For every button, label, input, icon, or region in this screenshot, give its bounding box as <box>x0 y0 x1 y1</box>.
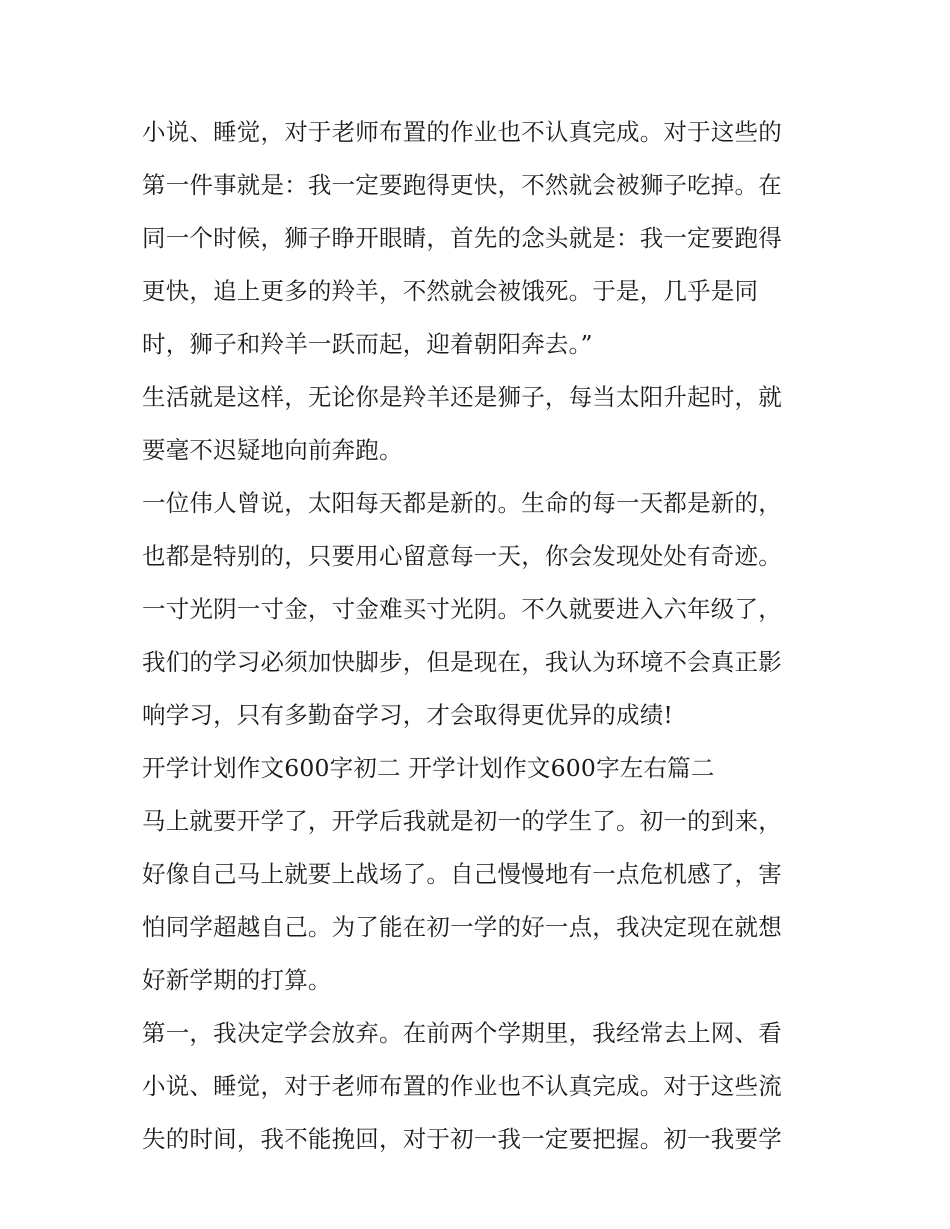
text-line: 怕同学超越自己。为了能在初一学的好一点，我决定现在就想 <box>142 913 782 941</box>
text-line: 好像自己马上就要上战场了。自己慢慢地有一点危机感了，害 <box>142 860 782 888</box>
text-line: 要毫不迟疑地向前奔跑。 <box>142 436 403 464</box>
text-line: 马上就要开学了，开学后我就是初一的学生了。初一的到来， <box>142 807 782 835</box>
section-heading: 开学计划作文600字初二 开学计划作文600字左右篇二 <box>142 754 715 782</box>
document-body <box>142 106 822 1166</box>
text-line: 生活就是这样，无论你是羚羊还是狮子，每当太阳升起时，就 <box>142 383 782 411</box>
text-line: 响学习，只有多勤奋学习，才会取得更优异的成绩! <box>142 701 674 729</box>
text-line: 时，狮子和羚羊一跃而起，迎着朝阳奔去。” <box>142 330 593 358</box>
text-line: 一位伟人曾说，太阳每天都是新的。生命的每一天都是新的， <box>142 489 782 517</box>
text-line: 失的时间，我不能挽回，对于初一我一定要把握。初一我要学 <box>142 1125 782 1153</box>
text-line: 一寸光阴一寸金，寸金难买寸光阴。不久就要进入六年级了， <box>142 595 782 623</box>
text-line: 我们的学习必须加快脚步，但是现在，我认为环境不会真正影 <box>142 648 782 676</box>
text-line: 第一件事就是：我一定要跑得更快，不然就会被狮子吃掉。在 <box>142 171 782 199</box>
text-line: 更快，追上更多的羚羊，不然就会被饿死。于是，几乎是同 <box>142 277 759 305</box>
text-line: 同一个时候，狮子睁开眼睛，首先的念头就是：我一定要跑得 <box>142 224 782 252</box>
text-line: 也都是特别的，只要用心留意每一天，你会发现处处有奇迹。 <box>142 542 782 570</box>
text-line: 好新学期的打算。 <box>142 966 332 994</box>
text-line: 小说、睡觉，对于老师布置的作业也不认真完成。对于这些的 <box>142 118 782 146</box>
text-line: 小说、睡觉，对于老师布置的作业也不认真完成。对于这些流 <box>142 1072 782 1100</box>
text-line: 第一，我决定学会放弃。在前两个学期里，我经常去上网、看 <box>142 1019 782 1047</box>
